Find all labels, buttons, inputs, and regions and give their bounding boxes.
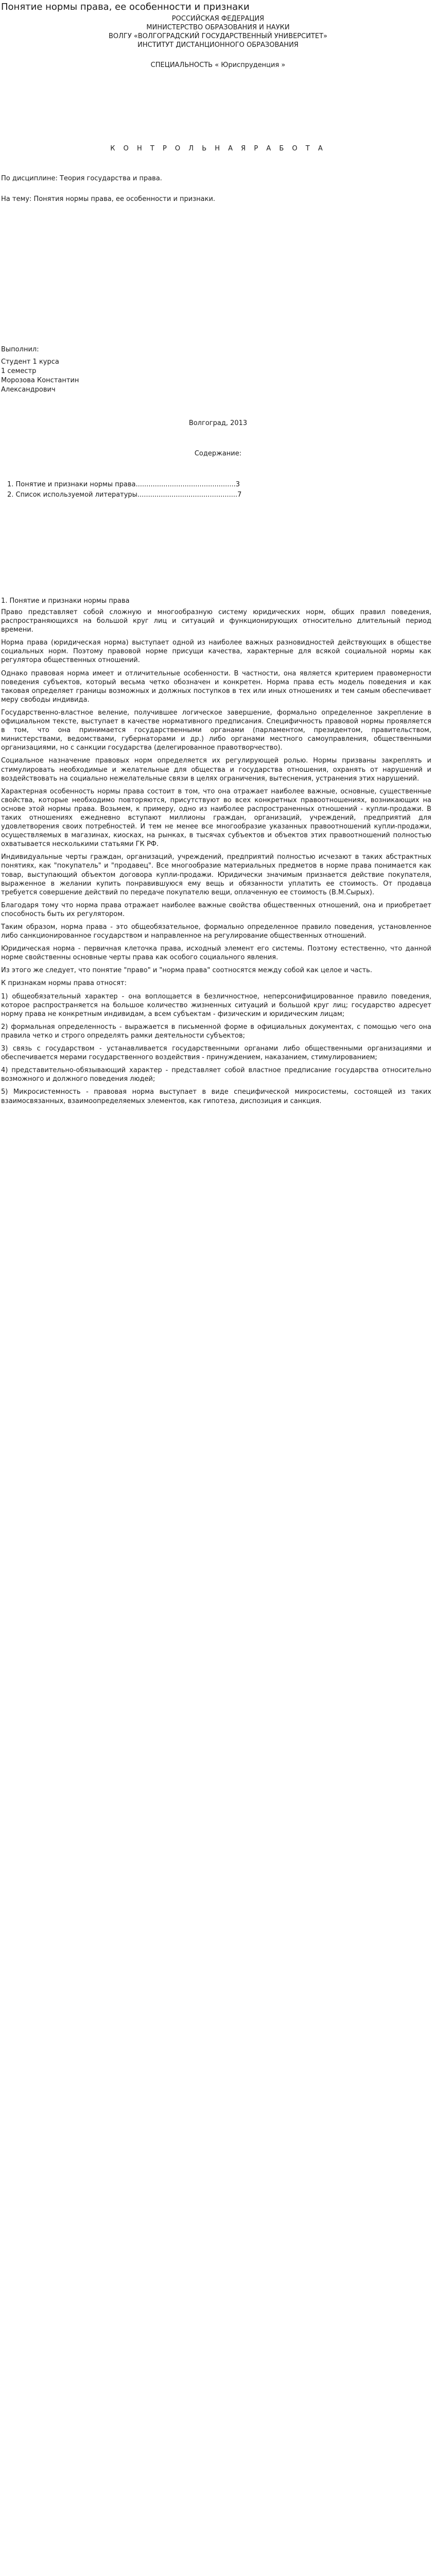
header-ministry: МИНИСТЕРСТВО ОБРАЗОВАНИЯ И НАУКИ [146,24,290,31]
document-title: Понятие нормы права, ее особенности и признаки [1,2,250,12]
paragraph: Из этого же следует, что понятие "право" и "норма права" соотносятся между собой как целое и часть. [1,967,372,975]
list-item: 1) общеобязательный характер - она воплощается в безличностное, неперсонифицированное правило поведения, которое распространяется на большое количество жизненных ситуаций и большой круг лиц; государство адресует норму права не конкретным индивидам, а всем субъектам - физическим и юридическим лицам; [1,992,431,1018]
city-year: Волгоград, 2013 [188,419,248,427]
paragraph: Однако правовая норма имеет и отличительные особенности. В частности, она является критерием правомерности поведения субъектов, который весьма четко обозначен и конкретен. Норма права есть модель поведения и как таковая определяет границы возможных и должных поступков в тех или иных отношениях и тем самым обеспечивает меру свободы индивида. [1,669,431,704]
author-patronymic: Александрович [1,386,56,394]
paragraph: Норма права (юридическая норма) выступает одной из наиболее важных разновидностей действующих в обществе социальных норм. Поэтому правовой норме присущи качества, характерные для всякой социальной нормы как регулятора общественных отношений. [1,639,431,665]
section-body [1,608,431,1110]
header-university: ВОЛГУ «ВОЛГОГРАДСКИЙ ГОСУДАРСТВЕННЫЙ УНИВЕРСИТЕТ» [109,32,327,40]
author-surname: Морозова Константин [1,377,79,384]
work-type-heading: К О Н Т Р О Л Ь Н А Я Р А Б О Т А [110,145,326,152]
list-item: 5) Микросистемность - правовая норма выступает в виде специфической микросистемы, состоящей из таких взаимосвязанных, взаимоопределяемых элементов, как гипотеза, диспозиция и санкция. [1,1088,431,1105]
list-item: 3) связь с государством - устанавливается государственными органами либо общественными организациями и обеспечивается мерами государственного воздействия - принуждением, наказанием, стимулированием; [1,1045,431,1062]
paragraph: Индивидуальные черты граждан, организаций, учреждений, предприятий полностью исчезают в таких абстрактных понятиях, как "покупатель" и "продавец". Все многообразие материальных предметов в норме права понимается как товар, выступающий объектом договора купли-продажи. Юридически значимым признается действие покупателя, выраженное в желании купить понравившуюся ему вещь и обязанности уплатить ее стоимость. От продавца требуется совершение действий по передаче покупателю вещи, оплаченную ее стоимость (В.М.Сырых). [1,853,431,896]
paragraph: Таким образом, норма права - это общеобязательное, формально определенное правило поведения, установленное либо санкционированное государством и направленное на регулирование общественных отношений. [1,923,431,940]
author-semester: 1 семестр [1,367,37,375]
header-country: РОССИЙСКАЯ ФЕДЕРАЦИЯ [171,15,265,23]
section-heading: 1. Понятие и признаки нормы права [1,597,130,605]
paragraph: Юридическая норма - первичная клеточка права, исходный элемент его системы. Поэтому естественно, что данной норме свойственны основные черты права как особого социального явления. [1,945,431,962]
paragraph: Благодаря тому что норма права отражает наиболее важные свойства общественных отношений, она и приобретает способность быть их регулятором. [1,901,431,918]
author-label: Выполнил: [1,346,39,353]
paragraph: Право представляет собой сложную и многообразную систему юридических норм, общих правил поведения, распространяющихся на большой круг лиц и ситуаций и функционирующих относительно длительный период времени. [1,608,431,634]
header-specialty: СПЕЦИАЛЬНОСТЬ « Юриспруденция » [150,61,286,69]
header-institute: ИНСТИТУТ ДИСТАНЦИОННОГО ОБРАЗОВАНИЯ [137,41,299,49]
author-student: Студент 1 курса [1,358,59,366]
discipline-line: По дисциплине: Теория государства и права. [1,175,162,182]
list-item: 2) формальная определенность - выражается в письменной форме в официальных документах, с помощью чего она правила четко и строго определять рамки деятельности субъектов; [1,1023,431,1040]
toc-item: 1. Понятие и признаки нормы права...............................................3 [7,481,240,488]
paragraph: Социальное назначение правовых норм определяется их регулирующей ролью. Нормы призваны закреплять и стимулировать необходимые и желательные для общества и государства отношения, охранять от нарушений и воздействовать на социально нежелательные связи в целях ограничения, вытеснения, устранения этих нарушений. [1,757,431,783]
list-item: 4) представительно-обязывающий характер - представляет собой властное предписание государства относительно возможного и должного поведения людей; [1,1066,431,1083]
topic-line: На тему: Понятия нормы права, ее особенности и признаки. [1,195,216,203]
toc-heading: Содержание: [194,450,242,457]
paragraph: Характерная особенность нормы права состоит в том, что она отражает наиболее важные, основные, существенные свойства, которые необходимо повторяются, присутствуют во всех конкретных правоотношениях, возникающих на основе этой нормы права. Возьмем, к примеру, одно из наиболее распространенных отношений - купли-продажи. В таких отношениях ежедневно вступают миллионы граждан, организаций, учреждений, предприятий для удовлетворения своих потребностей. И тем не менее все многообразие указанных правоотношений купли-продажи, осуществляемых в магазинах, киосках, на рынках, в тысячах субъектов и объектов этих правоотношений полностью охватывается несколькими статьями ГК РФ. [1,787,431,849]
paragraph: К признакам нормы права относят: [1,979,127,988]
paragraph: Государственно-властное веление, получившее логическое завершение, формально определенное закрепление в официальном тексте, выступает в качестве нормативного предписания. Специфичность правовой нормы проявляется в том, что она принимается государственными органами (парламентом, президентом, правительством, министерствами, ведомствами, губернаторами и др.) либо органами местного самоуправления, общественными организациями, но с санкции государства (делегированное правотворчество). [1,708,431,752]
toc-item: 2. Список используемой литературы...............................................7 [7,491,242,499]
